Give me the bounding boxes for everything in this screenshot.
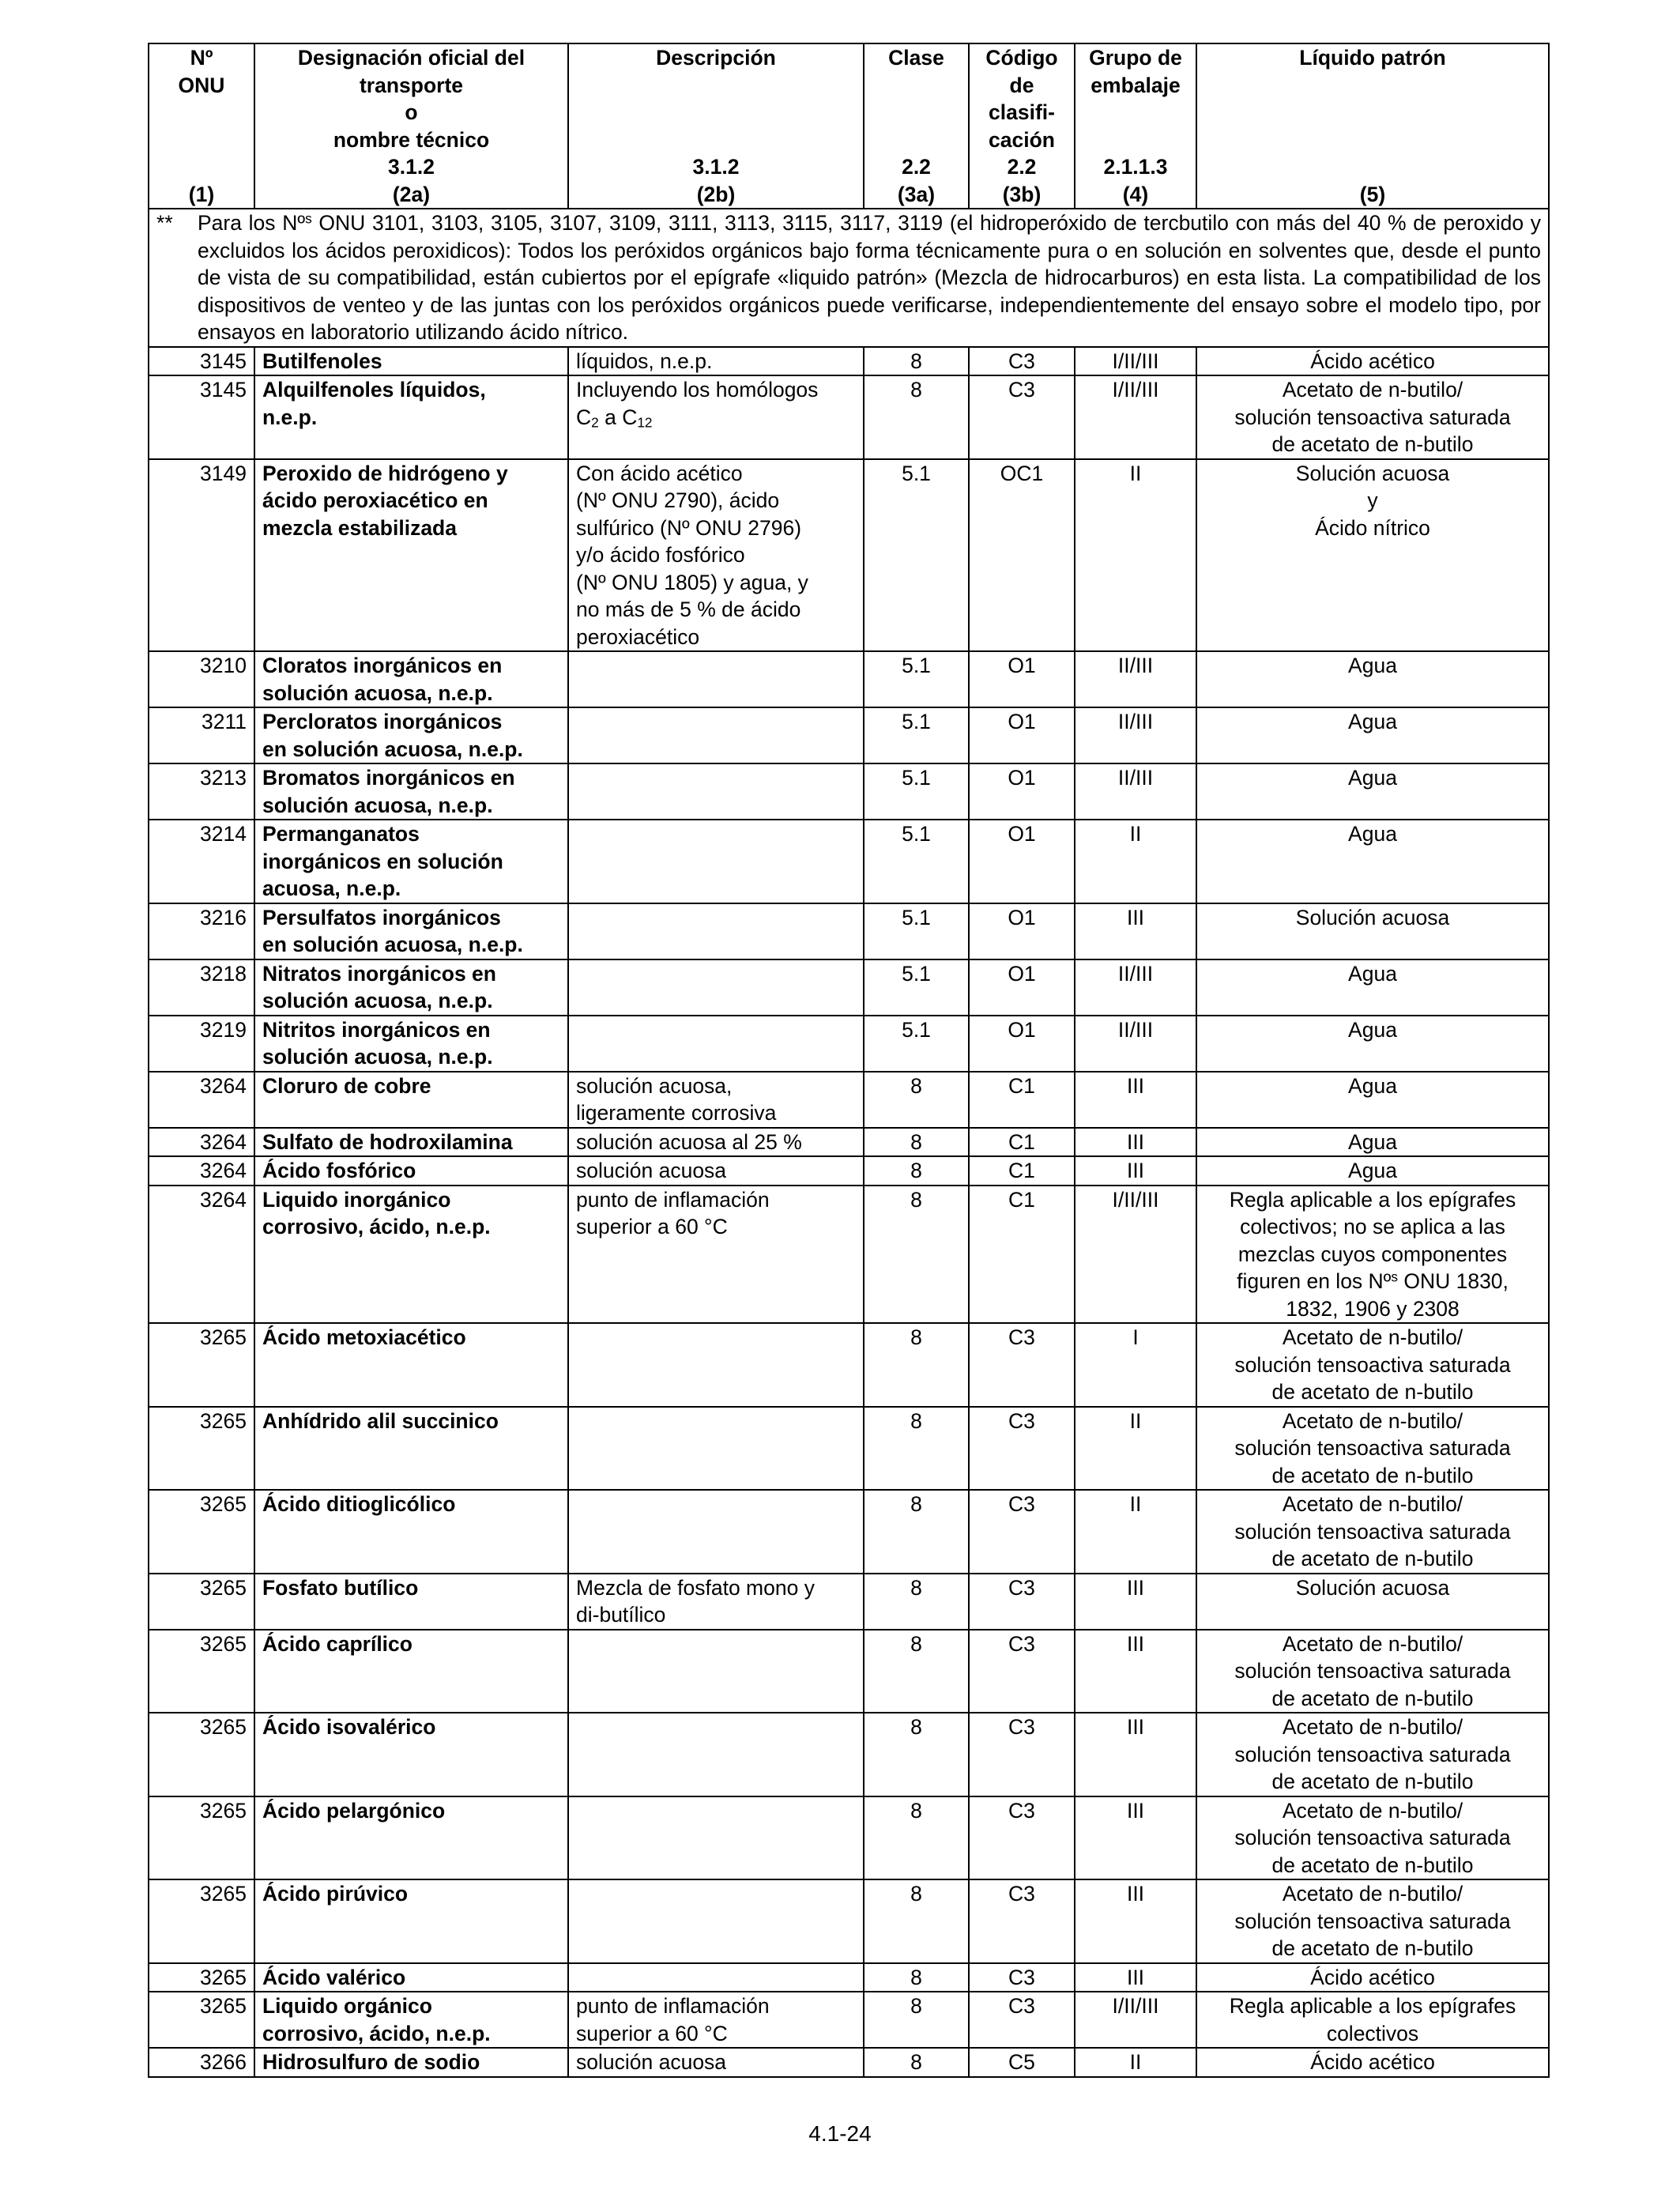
cell-onu: 3264 — [149, 1072, 254, 1128]
cell-designation: Cloratos inorgánicos en solución acuosa, n.e.p. — [254, 651, 568, 707]
cell-classification-code: C3 — [969, 1323, 1075, 1407]
table-row — [149, 763, 1549, 820]
cell-class: 8 — [864, 1128, 969, 1157]
cell-classification-code: C1 — [969, 1128, 1075, 1157]
cell-designation: Persulfatos inorgánicos en solución acuosa, n.e.p. — [254, 903, 568, 959]
cell-designation: Ácido pirúvico — [254, 1879, 568, 1963]
cell-onu: 3265 — [149, 1992, 254, 2048]
cell-description: solución acuosa, ligeramente corrosiva — [568, 1072, 864, 1128]
cell-class: 5.1 — [864, 903, 969, 959]
cell-classification-code: C3 — [969, 1630, 1075, 1713]
table-row — [149, 1630, 1549, 1713]
substances-table — [148, 43, 1550, 2078]
column-header-title: Código de clasifi- cación — [985, 46, 1058, 152]
cell-reference-liquid: Acetato de n-butilo/ solución tensoactiva saturada de acetato de n-butilo — [1196, 375, 1549, 459]
cell-reference-liquid: Agua — [1196, 651, 1549, 707]
cell-reference-liquid: Solución acuosa — [1196, 903, 1549, 959]
cell-packing-group: I/II/III — [1075, 375, 1196, 459]
cell-reference-liquid: Acetato de n-butilo/ solución tensoactiva saturada de acetato de n-butilo — [1196, 1713, 1549, 1796]
cell-onu: 3265 — [149, 1630, 254, 1713]
cell-classification-code: C3 — [969, 1879, 1075, 1963]
cell-onu: 3264 — [149, 1186, 254, 1324]
cell-onu: 3265 — [149, 1574, 254, 1630]
column-header-reference-liquid — [1196, 43, 1549, 209]
cell-class: 8 — [864, 1407, 969, 1491]
cell-class: 8 — [864, 1186, 969, 1324]
footnote-mark: ** — [156, 211, 173, 235]
cell-reference-liquid: Regla aplicable a los epígrafes colectivos; no se aplica a las mezclas cuyos componentes figuren en los Nº$^s$ ONU 1830, 1832, 1906 y 2308 — [1196, 1186, 1549, 1324]
column-header-number: (4) — [1122, 182, 1149, 206]
cell-designation: Cloruro de cobre — [254, 1072, 568, 1128]
cell-reference-liquid: Acetato de n-butilo/ solución tensoactiva saturada de acetato de n-butilo — [1196, 1630, 1549, 1713]
table-row — [149, 2048, 1549, 2077]
column-header-title: Nº ONU — [178, 46, 225, 97]
cell-packing-group: III — [1075, 903, 1196, 959]
cell-packing-group: II — [1075, 1407, 1196, 1491]
cell-packing-group: III — [1075, 1156, 1196, 1186]
cell-reference-liquid: Ácido acético — [1196, 347, 1549, 376]
cell-classification-code: C3 — [969, 1574, 1075, 1630]
cell-designation: Nitratos inorgánicos en solución acuosa, n.e.p. — [254, 959, 568, 1016]
table-row — [149, 1156, 1549, 1186]
cell-classification-code: O1 — [969, 707, 1075, 763]
cell-classification-code: C3 — [969, 1490, 1075, 1574]
cell-onu: 3145 — [149, 375, 254, 459]
cell-designation: Ácido pelargónico — [254, 1796, 568, 1880]
cell-packing-group: II — [1075, 459, 1196, 652]
cell-designation: Fosfato butílico — [254, 1574, 568, 1630]
column-header-reference — [156, 153, 247, 181]
cell-classification-code: C5 — [969, 2048, 1075, 2077]
cell-packing-group: III — [1075, 1574, 1196, 1630]
cell-class: 8 — [864, 1156, 969, 1186]
column-header-title: Líquido patrón — [1299, 46, 1446, 70]
table-row — [149, 1879, 1549, 1963]
cell-class: 5.1 — [864, 763, 969, 820]
cell-reference-liquid: Acetato de n-butilo/ solución tensoactiva saturada de acetato de n-butilo — [1196, 1796, 1549, 1880]
cell-packing-group: I/II/III — [1075, 1992, 1196, 2048]
cell-onu: 3219 — [149, 1016, 254, 1072]
cell-description: punto de inflamación superior a 60 °C — [568, 1186, 864, 1324]
column-header-reference: 3.1.2 — [388, 155, 435, 179]
cell-class: 8 — [864, 1490, 969, 1574]
cell-onu: 3265 — [149, 1323, 254, 1407]
cell-description: solución acuosa al 25 % — [568, 1128, 864, 1157]
cell-onu: 3264 — [149, 1156, 254, 1186]
cell-onu: 3265 — [149, 1490, 254, 1574]
cell-onu: 3210 — [149, 651, 254, 707]
cell-description — [568, 1490, 864, 1574]
cell-packing-group: I/II/III — [1075, 347, 1196, 376]
cell-packing-group: II — [1075, 2048, 1196, 2077]
footnote-text: Para los Nº$^s$ ONU 3101, 3103, 3105, 3107, 3109, 3111, 3113, 3115, 3117, 3119 (el hidroperóxido de tercbutilo con más del 40 % de peroxido y excluidos los ácidos peroxidicos): Todos los peróxidos orgánicos bajo forma técnicamente pura o en solución en solventes que, desde el punto de vista de su compatibilidad, están cubiertos por el epígrafe «liquido patrón» (Mezcla de hidrocarburos) en esta lista. La compatibilidad de los dispositivos de venteo y de las juntas con los peróxidos orgánicos puede verificarse, independientemente del ensayo sobre el modelo tipo, por ensayos en laboratorio utilizando ácido nítrico. — [198, 210, 1542, 344]
cell-onu: 3266 — [149, 2048, 254, 2077]
cell-designation: Liquido orgánico corrosivo, ácido, n.e.p. — [254, 1992, 568, 2048]
cell-classification-code: C3 — [969, 347, 1075, 376]
cell-classification-code: O1 — [969, 1016, 1075, 1072]
cell-description: Con ácido acético (Nº ONU 2790), ácido sulfúrico (Nº ONU 2796) y/o ácido fosfórico (Nº ONU 1805) y agua, y no más de 5 % de ácido peroxiacético — [568, 459, 864, 652]
cell-description: punto de inflamación superior a 60 °C — [568, 1992, 864, 2048]
cell-classification-code: O1 — [969, 763, 1075, 820]
cell-onu: 3218 — [149, 959, 254, 1016]
table-row — [149, 1796, 1549, 1880]
cell-packing-group: II — [1075, 820, 1196, 903]
cell-packing-group: III — [1075, 1630, 1196, 1713]
cell-description: Mezcla de fosfato mono y di-butílico — [568, 1574, 864, 1630]
column-header-number: (1) — [188, 182, 215, 206]
cell-reference-liquid: Regla aplicable a los epígrafes colectivos — [1196, 1992, 1549, 2048]
cell-class: 5.1 — [864, 651, 969, 707]
cell-packing-group: III — [1075, 1963, 1196, 1992]
page-number: 4.1-24 — [808, 2121, 872, 2146]
column-header-reference: 2.2 — [1007, 155, 1037, 179]
column-header-reference: 2.2 — [902, 155, 931, 179]
cell-onu: 3211 — [149, 707, 254, 763]
table-row — [149, 347, 1549, 376]
cell-classification-code: C3 — [969, 1796, 1075, 1880]
cell-packing-group: II — [1075, 1490, 1196, 1574]
table-row — [149, 1963, 1549, 1992]
table-row — [149, 1016, 1549, 1072]
cell-designation: Nitritos inorgánicos en solución acuosa, n.e.p. — [254, 1016, 568, 1072]
cell-description — [568, 1713, 864, 1796]
cell-class: 5.1 — [864, 959, 969, 1016]
cell-designation: Alquilfenoles líquidos, n.e.p. — [254, 375, 568, 459]
cell-description: solución acuosa — [568, 1156, 864, 1186]
cell-classification-code: C1 — [969, 1156, 1075, 1186]
cell-onu: 3265 — [149, 1879, 254, 1963]
cell-reference-liquid: Acetato de n-butilo/ solución tensoactiva saturada de acetato de n-butilo — [1196, 1407, 1549, 1491]
cell-class: 8 — [864, 1630, 969, 1713]
column-header-classification-code — [969, 43, 1075, 209]
column-header-title: Clase — [888, 46, 944, 70]
table-row — [149, 1186, 1549, 1324]
cell-class: 8 — [864, 375, 969, 459]
cell-description — [568, 1963, 864, 1992]
table-row — [149, 707, 1549, 763]
table-row — [149, 459, 1549, 652]
cell-packing-group: II/III — [1075, 1016, 1196, 1072]
cell-packing-group: I — [1075, 1323, 1196, 1407]
cell-designation: Permanganatos inorgánicos en solución acuosa, n.e.p. — [254, 820, 568, 903]
cell-reference-liquid: Agua — [1196, 1016, 1549, 1072]
cell-classification-code: O1 — [969, 903, 1075, 959]
cell-description — [568, 763, 864, 820]
cell-class: 8 — [864, 1574, 969, 1630]
column-header-class — [864, 43, 969, 209]
cell-onu: 3264 — [149, 1128, 254, 1157]
column-header-reference: 3.1.2 — [692, 155, 740, 179]
column-header-title: Descripción — [656, 46, 776, 70]
column-header-packing-group — [1075, 43, 1196, 209]
cell-description — [568, 1630, 864, 1713]
cell-class: 8 — [864, 1879, 969, 1963]
cell-packing-group: II/III — [1075, 707, 1196, 763]
cell-description — [568, 1407, 864, 1491]
cell-onu: 3145 — [149, 347, 254, 376]
cell-reference-liquid: Agua — [1196, 1156, 1549, 1186]
table-row — [149, 903, 1549, 959]
cell-packing-group: II/III — [1075, 763, 1196, 820]
cell-classification-code: C1 — [969, 1072, 1075, 1128]
cell-reference-liquid: Acetato de n-butilo/ solución tensoactiva saturada de acetato de n-butilo — [1196, 1490, 1549, 1574]
cell-classification-code: OC1 — [969, 459, 1075, 652]
cell-description — [568, 820, 864, 903]
table-row — [149, 1992, 1549, 2048]
table-row — [149, 1323, 1549, 1407]
table-row — [149, 959, 1549, 1016]
table-row — [149, 1490, 1549, 1574]
cell-designation: Bromatos inorgánicos en solución acuosa, n.e.p. — [254, 763, 568, 820]
footnote-row — [149, 209, 1549, 347]
cell-description: Incluyendo los homólogos $C_2$ a $C_{12}$ — [568, 375, 864, 459]
cell-description — [568, 707, 864, 763]
column-header-onu — [149, 43, 254, 209]
column-header-number: (3a) — [897, 182, 936, 206]
cell-packing-group: II/III — [1075, 959, 1196, 1016]
cell-reference-liquid: Acetato de n-butilo/ solución tensoactiva saturada de acetato de n-butilo — [1196, 1879, 1549, 1963]
cell-packing-group: III — [1075, 1796, 1196, 1880]
table-row — [149, 1713, 1549, 1796]
column-header-description — [568, 43, 864, 209]
cell-packing-group: III — [1075, 1879, 1196, 1963]
cell-designation: Peroxido de hidrógeno y ácido peroxiacético en mezcla estabilizada — [254, 459, 568, 652]
cell-onu: 3149 — [149, 459, 254, 652]
cell-reference-liquid: Solución acuosa y Ácido nítrico — [1196, 459, 1549, 652]
table-row — [149, 1407, 1549, 1491]
cell-classification-code: C3 — [969, 1713, 1075, 1796]
cell-onu: 3213 — [149, 763, 254, 820]
cell-onu: 3265 — [149, 1796, 254, 1880]
column-header-reference — [1204, 153, 1541, 181]
cell-classification-code: C3 — [969, 1992, 1075, 2048]
table-row — [149, 820, 1549, 903]
cell-description — [568, 903, 864, 959]
cell-description — [568, 1879, 864, 1963]
table-header-row — [149, 43, 1549, 209]
cell-onu: 3265 — [149, 1713, 254, 1796]
column-header-title: Grupo de embalaje — [1089, 46, 1182, 97]
cell-designation: Ácido fosfórico — [254, 1156, 568, 1186]
table-row — [149, 1574, 1549, 1630]
cell-class: 8 — [864, 1713, 969, 1796]
cell-classification-code: O1 — [969, 820, 1075, 903]
column-header-number: (3b) — [1002, 182, 1042, 206]
cell-reference-liquid: Agua — [1196, 959, 1549, 1016]
cell-designation: Ácido caprílico — [254, 1630, 568, 1713]
cell-classification-code: C3 — [969, 375, 1075, 459]
cell-classification-code: C3 — [969, 1963, 1075, 1992]
cell-description: líquidos, n.e.p. — [568, 347, 864, 376]
cell-description — [568, 1796, 864, 1880]
cell-onu: 3214 — [149, 820, 254, 903]
cell-designation: Ácido ditioglicólico — [254, 1490, 568, 1574]
footnote-cell — [149, 209, 1549, 347]
cell-designation: Ácido isovalérico — [254, 1713, 568, 1796]
column-header-number: (5) — [1359, 182, 1386, 206]
cell-packing-group: II/III — [1075, 651, 1196, 707]
cell-classification-code: C3 — [969, 1407, 1075, 1491]
cell-designation: Ácido valérico — [254, 1963, 568, 1992]
cell-designation: Ácido metoxiacético — [254, 1323, 568, 1407]
cell-reference-liquid: Agua — [1196, 707, 1549, 763]
cell-onu: 3265 — [149, 1407, 254, 1491]
cell-reference-liquid: Acetato de n-butilo/ solución tensoactiva saturada de acetato de n-butilo — [1196, 1323, 1549, 1407]
cell-description: solución acuosa — [568, 2048, 864, 2077]
cell-reference-liquid: Agua — [1196, 820, 1549, 903]
cell-onu: 3265 — [149, 1963, 254, 1992]
cell-reference-liquid: Ácido acético — [1196, 1963, 1549, 1992]
cell-class: 8 — [864, 1796, 969, 1880]
cell-class: 5.1 — [864, 820, 969, 903]
cell-reference-liquid: Agua — [1196, 1072, 1549, 1128]
cell-reference-liquid: Solución acuosa — [1196, 1574, 1549, 1630]
cell-class: 5.1 — [864, 1016, 969, 1072]
table-row — [149, 651, 1549, 707]
cell-description — [568, 1016, 864, 1072]
cell-description — [568, 959, 864, 1016]
column-header-reference: 2.1.1.3 — [1103, 155, 1168, 179]
cell-reference-liquid: Ácido acético — [1196, 2048, 1549, 2077]
cell-class: 8 — [864, 347, 969, 376]
cell-designation: Hidrosulfuro de sodio — [254, 2048, 568, 2077]
cell-designation: Sulfato de hodroxilamina — [254, 1128, 568, 1157]
cell-classification-code: C1 — [969, 1186, 1075, 1324]
cell-packing-group: III — [1075, 1072, 1196, 1128]
cell-classification-code: O1 — [969, 651, 1075, 707]
cell-class: 8 — [864, 1963, 969, 1992]
cell-designation: Liquido inorgánico corrosivo, ácido, n.e.p. — [254, 1186, 568, 1324]
column-header-number: (2a) — [392, 182, 431, 206]
cell-reference-liquid: Agua — [1196, 1128, 1549, 1157]
cell-class: 8 — [864, 1323, 969, 1407]
column-header-designation — [254, 43, 568, 209]
cell-class: 5.1 — [864, 459, 969, 652]
column-header-number: (2b) — [696, 182, 736, 206]
cell-class: 8 — [864, 2048, 969, 2077]
table-row — [149, 1128, 1549, 1157]
cell-class: 8 — [864, 1072, 969, 1128]
cell-description — [568, 1323, 864, 1407]
cell-packing-group: I/II/III — [1075, 1186, 1196, 1324]
cell-description — [568, 651, 864, 707]
column-header-title: Designación oficial del transporte o nombre técnico — [297, 46, 525, 152]
cell-classification-code: O1 — [969, 959, 1075, 1016]
cell-packing-group: III — [1075, 1128, 1196, 1157]
cell-onu: 3216 — [149, 903, 254, 959]
cell-designation: Butilfenoles — [254, 347, 568, 376]
cell-class: 8 — [864, 1992, 969, 2048]
cell-class: 5.1 — [864, 707, 969, 763]
cell-designation: Anhídrido alil succinico — [254, 1407, 568, 1491]
table-row — [149, 375, 1549, 459]
cell-designation: Percloratos inorgánicos en solución acuosa, n.e.p. — [254, 707, 568, 763]
table-body — [149, 209, 1549, 2077]
cell-packing-group: III — [1075, 1713, 1196, 1796]
cell-reference-liquid: Agua — [1196, 763, 1549, 820]
table-row — [149, 1072, 1549, 1128]
